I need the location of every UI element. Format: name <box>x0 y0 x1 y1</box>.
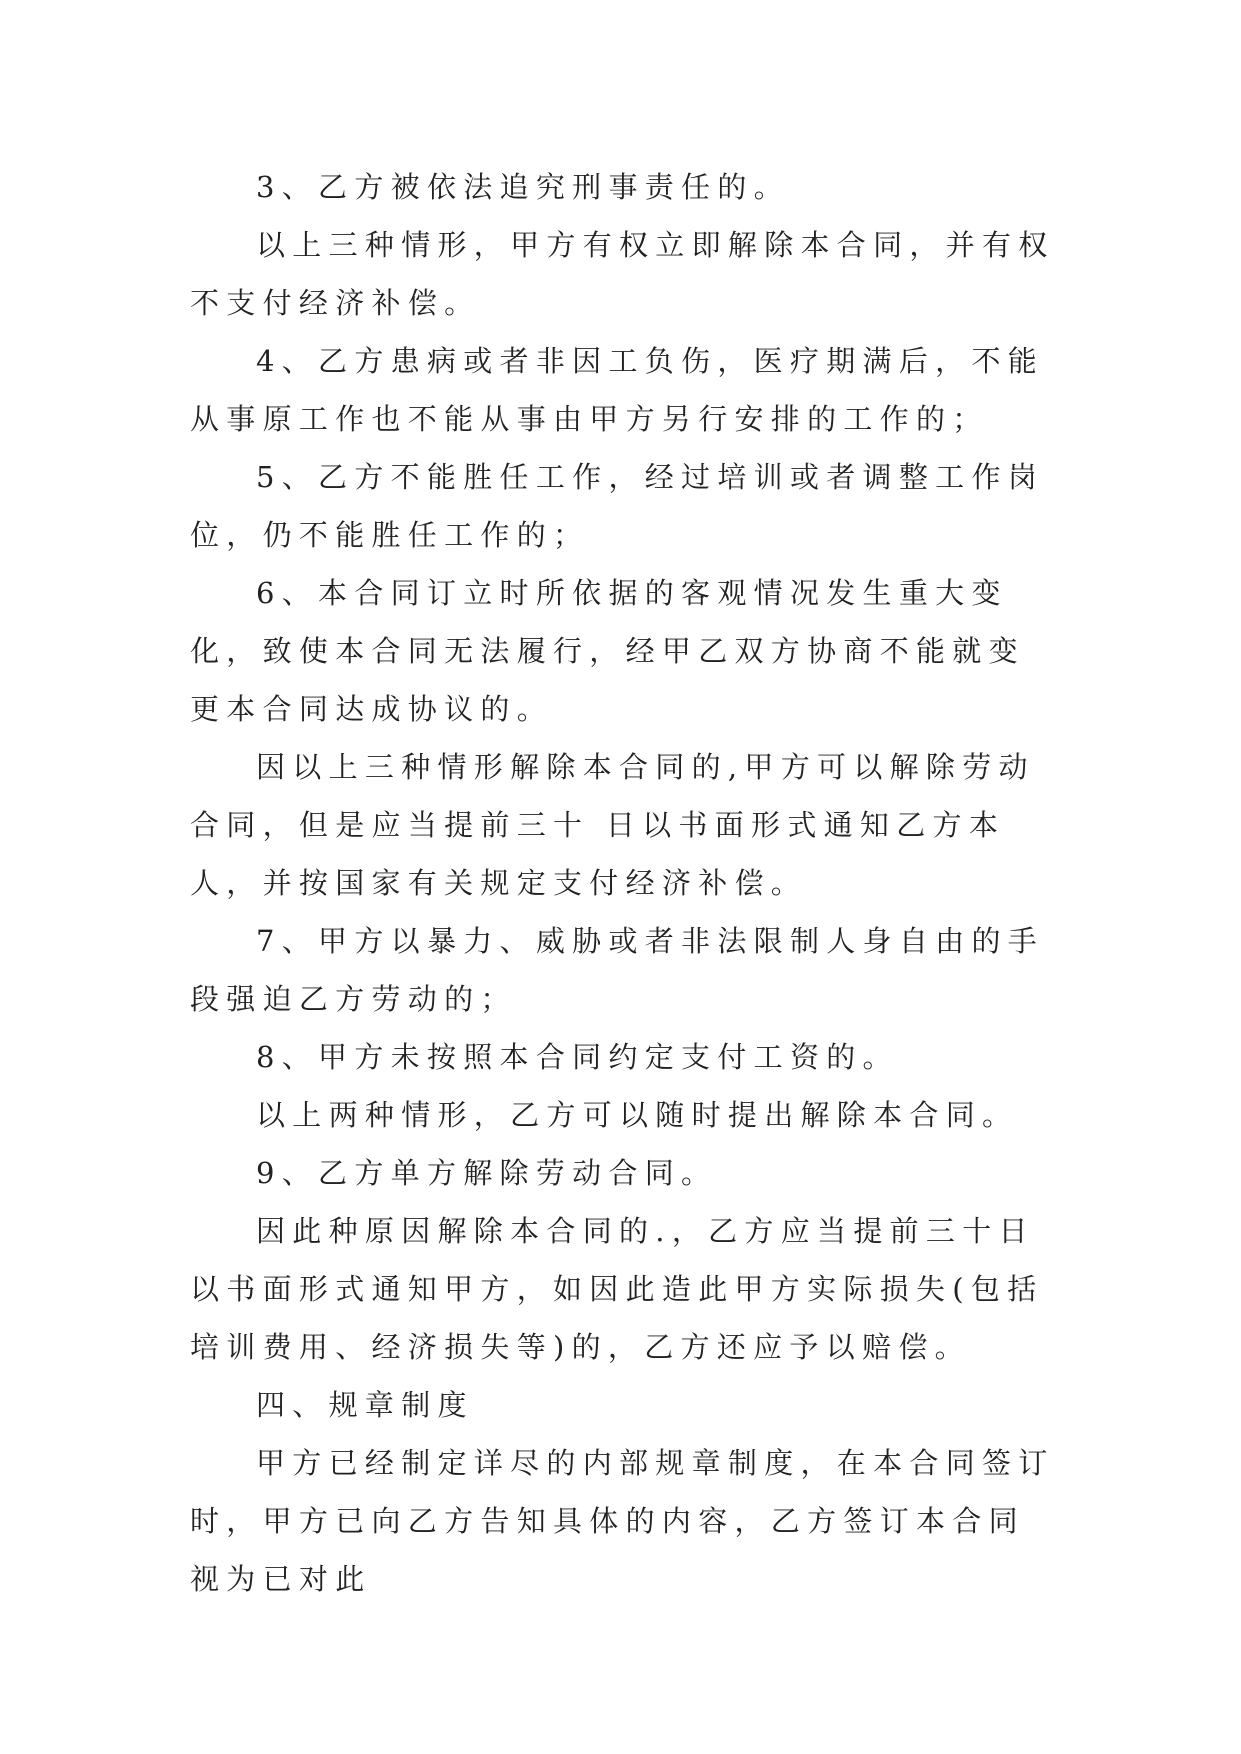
employee-notice-paragraph: 因此种原因解除本合同的.，乙方应当提前三十日以书面形式通知甲方，如因此造此甲方实际损失(包括培训费用、经济损失等)的，乙方还应予以赔偿。 <box>190 1214 1044 1364</box>
clause-3-paragraph: 3、乙方被依法追究刑事责任的。 <box>256 170 790 204</box>
clause-8-paragraph: 8、甲方未按照本合同约定支付工资的。 <box>256 1040 899 1074</box>
document-body <box>190 158 1060 1608</box>
employee-immediate-termination-paragraph: 以上两种情形，乙方可以随时提出解除本合同。 <box>256 1098 1019 1132</box>
termination-with-notice-paragraph: 因以上三种情形解除本合同的,甲方可以解除劳动合同，但是应当提前三十 日以书面形式通知乙方本人，并按国家有关规定支付经济补偿。 <box>190 750 1035 900</box>
clause-5-paragraph: 5、乙方不能胜任工作，经过培训或者调整工作岗位，仍不能胜任工作的； <box>190 460 1045 552</box>
termination-without-compensation-paragraph: 以上三种情形，甲方有权立即解除本合同，并有权不支付经济补偿。 <box>190 228 1055 320</box>
clause-4-paragraph: 4、乙方患病或者非因工负伤，医疗期满后，不能从事原工作也不能从事由甲方另行安排的工作的； <box>190 344 1045 436</box>
clause-7-paragraph: 7、甲方以暴力、威胁或者非法限制人身自由的手段强迫乙方劳动的； <box>190 924 1045 1016</box>
clause-6-paragraph: 6、本合同订立时所依据的客观情况发生重大变化，致使本合同无法履行，经甲乙双方协商不能就变更本合同达成协议的。 <box>190 576 1025 726</box>
rules-paragraph: 甲方已经制定详尽的内部规章制度，在本合同签订时，甲方已向乙方告知具体的内容，乙方签订本合同视为已对此 <box>190 1446 1055 1596</box>
clause-9-paragraph: 9、乙方单方解除劳动合同。 <box>256 1156 718 1190</box>
section-heading-rules: 四、规章制度 <box>256 1388 474 1422</box>
